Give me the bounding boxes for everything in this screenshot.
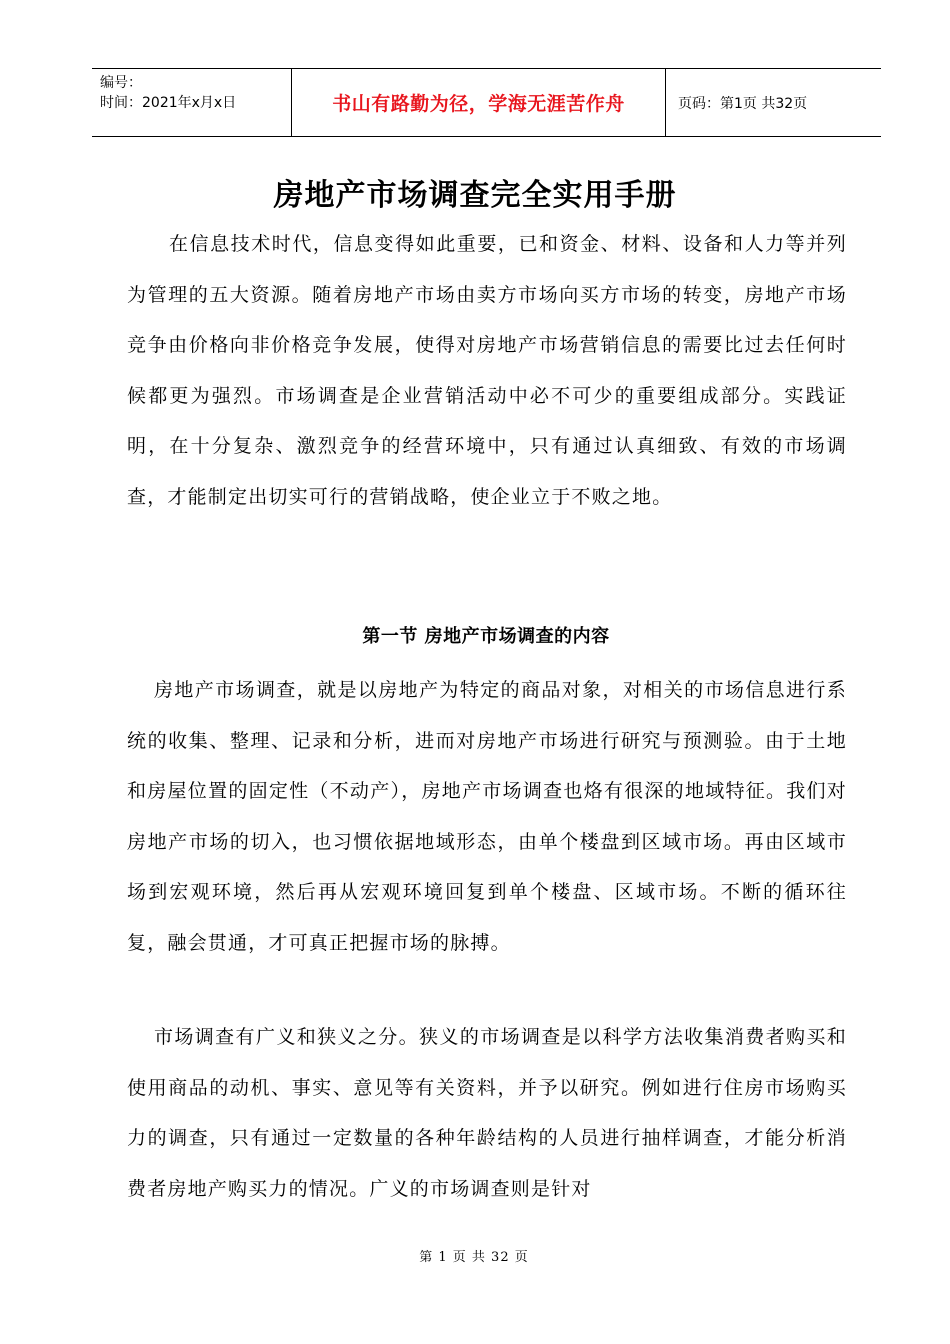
body-paragraph-1: 房地产市场调查，就是以房地产为特定的商品对象，对相关的市场信息进行系统的收集、整理、记录和分析，进而对房地产市场进行研究与预测验。由于土地和房屋位置的固定性（不动产），房地产市场调查也烙有很深的地域特征。我们对房地产市场的切入，也习惯依据地域形态，由单个楼盘到区域市场。再由区域市场到宏观环境，然后再从宏观环境回复到单个楼盘、区域市场。不断的循环往复，融会贯通，才可真正把握市场的脉搏。	[127, 679, 847, 954]
header-meta	[92, 69, 292, 136]
document-number-label: 编号：	[100, 75, 142, 91]
document-title: 房地产市场调查完全实用手册	[273, 178, 677, 213]
body-paragraph-2: 市场调查有广义和狭义之分。狭义的市场调查是以科学方法收集消费者购买和使用商品的动机、事实、意见等有关资料，并予以研究。例如进行住房市场购买力的调查，只有通过一定数量的各种年龄结构的人员进行抽样调查，才能分析消费者房地产购买力的情况。广义的市场调查则是针对	[127, 1026, 847, 1200]
section-heading: 第一节 房地产市场调查的内容	[362, 626, 610, 647]
header-page-info: 页码：第1页 共32页	[678, 95, 808, 112]
page-header	[92, 68, 881, 137]
page-footer: 第 1 页 共 32 页	[419, 1250, 529, 1265]
document-time-label: 时间：2021年x月x日	[100, 95, 237, 111]
intro-paragraph: 在信息技术时代，信息变得如此重要，已和资金、材料、设备和人力等并列为管理的五大资源。随着房地产市场由卖方市场向买方市场的转变，房地产市场竞争由价格向非价格竞争发展，使得对房地产市场营销信息的需要比过去任何时候都更为强烈。市场调查是企业营销活动中必不可少的重要组成部分。实践证明，在十分复杂、激烈竞争的经营环境中，只有通过认真细致、有效的市场调查，才能制定出切实可行的营销战略，使企业立于不败之地。	[127, 233, 847, 508]
header-motto: 书山有路勤为径，学海无涯苦作舟	[292, 69, 666, 136]
